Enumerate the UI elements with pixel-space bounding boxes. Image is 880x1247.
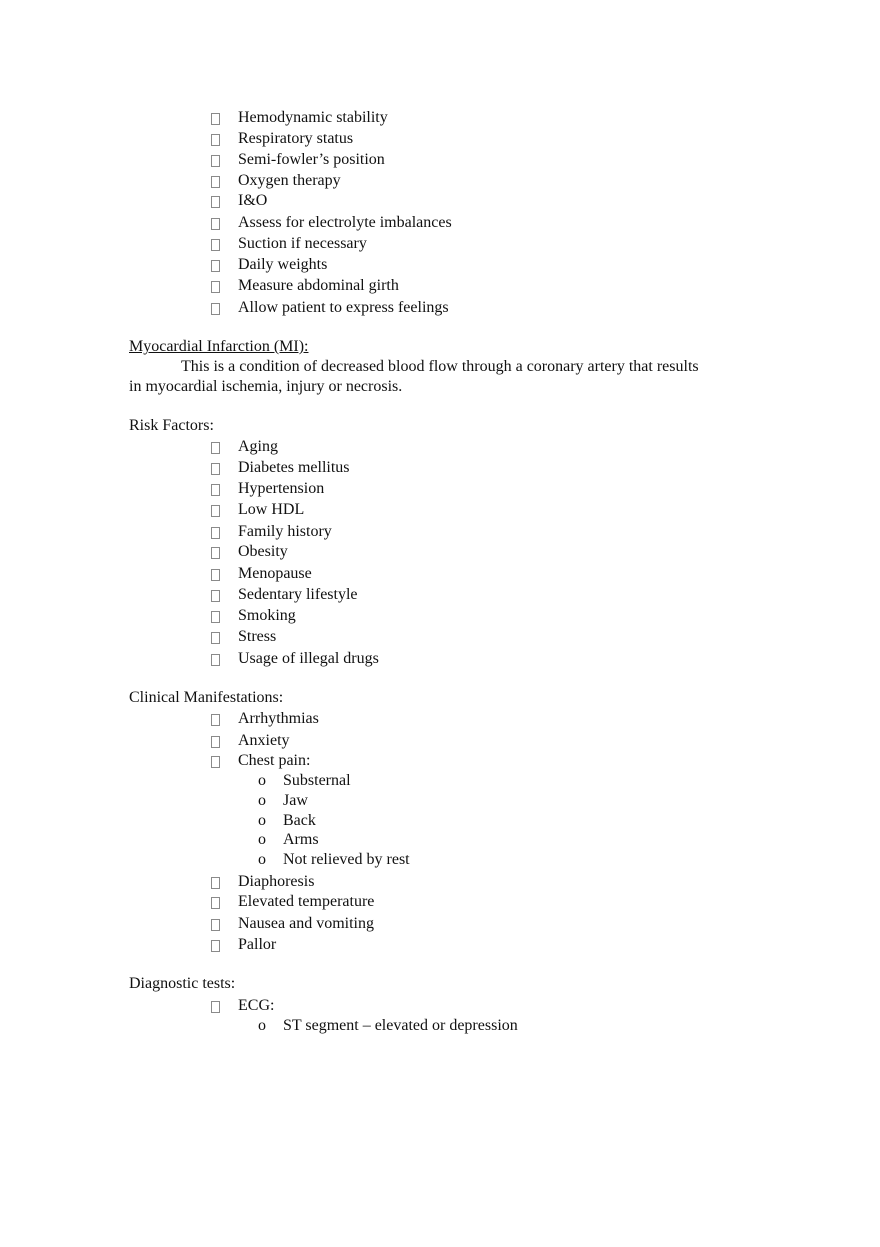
sub-bullet-marker: o [258, 812, 266, 829]
bullet-box-icon [211, 303, 220, 315]
diagnostic-tests-heading: Diagnostic tests: [129, 975, 236, 992]
bullet-box-icon [211, 569, 220, 581]
bullet-box-icon [211, 527, 220, 539]
bullet-box-icon [211, 736, 220, 748]
bullet-box-icon [211, 113, 220, 125]
bullet-box-icon [211, 877, 220, 889]
sub-bullet-marker: o [258, 772, 266, 789]
bullet-box-icon [211, 714, 220, 726]
bullet-box-icon [211, 176, 220, 188]
bullet-box-icon [211, 196, 220, 208]
bullet-box-icon [211, 632, 220, 644]
bullet-box-icon [211, 547, 220, 559]
bullet-box-icon [211, 756, 220, 768]
sub-bullet-marker: o [258, 831, 266, 848]
section-title-mi: Myocardial Infarction (MI): [129, 338, 309, 355]
bullet-box-icon [211, 239, 220, 251]
bullet-box-icon [211, 940, 220, 952]
bullet-box-icon [211, 134, 220, 146]
bullet-box-icon [211, 897, 220, 909]
bullet-box-icon [211, 218, 220, 230]
mi-definition-line-2: in myocardial ischemia, injury or necrosis. [129, 378, 403, 395]
bullet-box-icon [211, 919, 220, 931]
risk-factors-heading: Risk Factors: [129, 417, 214, 434]
bullet-box-icon [211, 442, 220, 454]
bullet-box-icon [211, 505, 220, 517]
bullet-box-icon [211, 260, 220, 272]
bullet-box-icon [211, 281, 220, 293]
sub-bullet-marker: o [258, 851, 266, 868]
document-page: Hemodynamic stability Respiratory status Semi-fowler’s position Oxygen therapy I&O Assess for electrolyte imbalances Suction if necessary Daily weights Measure abdominal girth Allow patient to express feelings Myocardial Infarction (MI): This is a condition of decreased blood flow through a coronary artery that results in myocardial ischemia, injury or necrosis. Risk Factors: Aging Diabetes mellitus Hypertension Low HDL Family history Obesity Menopause Sedentary lifestyle Smoking Stress Usage of illegal drugs Clinical Manifestations: Arrhythmias Anxiety Chest pain: o Substernal o Jaw o Back o Arms o Not relieved by rest Diaphoresis Elevated temperature Nausea and vomiting Pallor Diagnostic tests: ECG: o ST segment – elevated or depression [0, 0, 880, 1247]
bullet-box-icon [211, 1001, 220, 1013]
clinical-manifestations-heading: Clinical Manifestations: [129, 689, 284, 706]
sub-bullet-marker: o [258, 1017, 266, 1034]
bullet-box-icon [211, 611, 220, 623]
bullet-box-icon [211, 463, 220, 475]
bullet-box-icon [211, 484, 220, 496]
bullet-box-icon [211, 654, 220, 666]
sub-bullet-marker: o [258, 792, 266, 809]
bullet-box-icon [211, 155, 220, 167]
mi-definition-line-1: This is a condition of decreased blood flow through a coronary artery that results [181, 358, 699, 375]
bullet-box-icon [211, 590, 220, 602]
